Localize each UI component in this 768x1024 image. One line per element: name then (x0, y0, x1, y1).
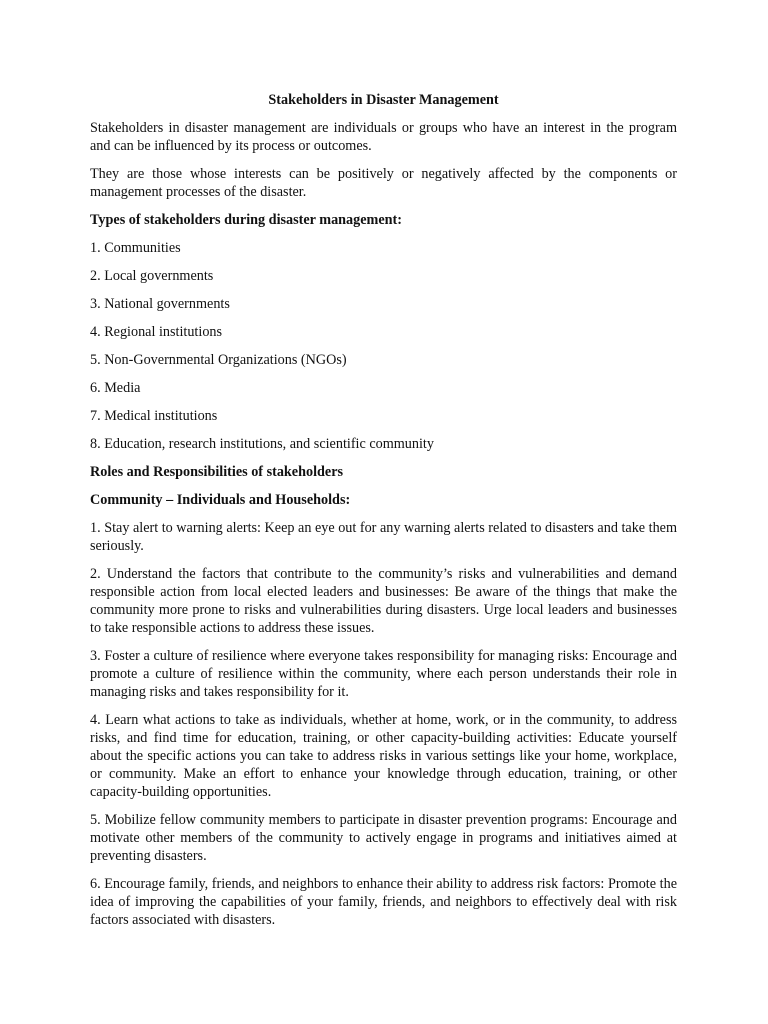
community-responsibility-item: 3. Foster a culture of resilience where everyone takes responsibility for managing risks: Encourage and promote a culture of resilience within the community, where each person understands their role in managing risks and takes responsibility for it. (90, 648, 677, 700)
community-responsibility-item: 1. Stay alert to warning alerts: Keep an eye out for any warning alerts related to disasters and take them seriously. (90, 520, 678, 554)
types-heading: Types of stakeholders during disaster management: (90, 212, 402, 228)
roles-heading: Roles and Responsibilities of stakeholders (90, 464, 344, 480)
intro-paragraph: Stakeholders in disaster management are individuals or groups who have an interest in the program and can be influenced by its process or outcomes. (90, 120, 677, 154)
stakeholder-type-item: 6. Media (90, 380, 141, 396)
community-responsibility-item: 2. Understand the factors that contribute to the community’s risks and vulnerabilities and demand responsible action from local elected leaders and businesses: Be aware of the things that make the community more prone to risks and vulnerabilities during disasters. Urge local leaders and businesses to take responsible actions to address these issues. (90, 566, 677, 636)
document-title: Stakeholders in Disaster Management (268, 92, 499, 108)
stakeholder-type-item: 7. Medical institutions (90, 408, 218, 424)
community-responsibility-item: 6. Encourage family, friends, and neighbors to enhance their ability to address risk factors: Promote the idea of improving the capabilities of your family, friends, and neighbors to effectively deal with risk factors associated with disasters. (90, 876, 677, 928)
stakeholder-type-item: 2. Local governments (90, 268, 214, 284)
stakeholder-type-item: 8. Education, research institutions, and scientific community (90, 436, 434, 452)
stakeholder-type-item: 5. Non-Governmental Organizations (NGOs) (90, 352, 347, 368)
stakeholder-type-item: 1. Communities (90, 240, 181, 256)
intro-paragraph: They are those whose interests can be positively or negatively affected by the components or management processes of the disaster. (90, 166, 677, 200)
stakeholder-type-item: 4. Regional institutions (90, 324, 223, 340)
community-responsibility-item: 4. Learn what actions to take as individuals, whether at home, work, or in the community, to address risks, and find time for education, training, or other capacity-building activities: Educate yourself about the specific actions you can take to address risks in various settings like your home, workplace, or community. Make an effort to enhance your knowledge through education, training, or other capacity-building opportunities. (90, 712, 677, 800)
document-page (90, 91, 677, 939)
community-heading: Community – Individuals and Households: (90, 492, 351, 508)
stakeholder-type-item: 3. National governments (90, 296, 230, 312)
community-responsibility-item: 5. Mobilize fellow community members to participate in disaster prevention programs: Encourage and motivate other members of the community to actively engage in programs and initiatives aimed at preventing disasters. (90, 812, 677, 864)
